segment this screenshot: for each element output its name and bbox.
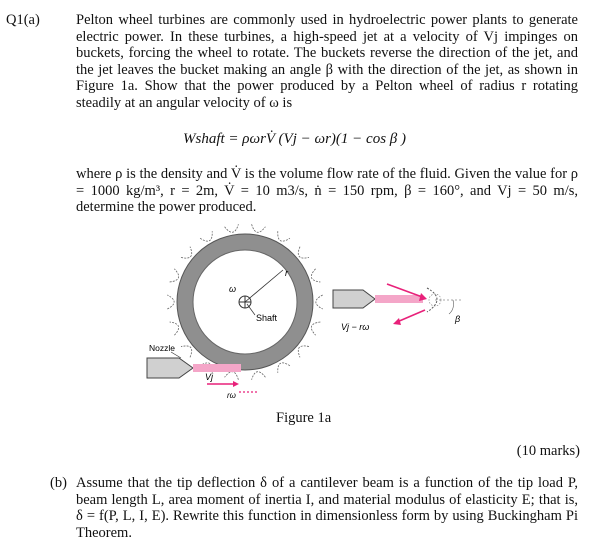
part-a-label: Q1(a) — [6, 12, 40, 28]
bucket — [252, 224, 266, 232]
marks-label: (10 marks) — [516, 443, 580, 459]
bucket — [181, 247, 192, 258]
bucket — [170, 269, 179, 282]
pelton-wheel-figure — [135, 212, 475, 412]
bucket — [252, 372, 266, 380]
vj-minus-romega-label: Vj − rω — [341, 322, 370, 332]
part-a-text: Pelton wheel turbines are commonly used in hydroelectric power plants to generate electric power. In these turbines, a high-speed jet at a velocity of Vj impinges on buckets, forcing the wheel to rotate. The buckets reverse the direction of the jet, and the jet leaves the bucket making an angle β with the direction of the jet, as shown in Figure 1a. Show that the power produced by a Pelton wheel of radius r rotating steadily at an angular velocity of ω is — [76, 12, 578, 111]
bucket — [225, 372, 239, 380]
bucket — [225, 224, 239, 232]
bucket — [170, 322, 179, 335]
nozzle — [147, 358, 193, 378]
figure-caption: Figure 1a — [276, 410, 332, 426]
bucket — [200, 231, 212, 241]
given-values-text: where ρ is the density and V̇ is the volume flow rate of the fluid. Given the value for ρ = 1000 kg/m³, r = 2m, V̇ = 10 m3/s, ṅ = 150 rpm, β = 160°, and Vj = 50 m/s, determine the power produced. — [76, 166, 578, 216]
nozzle-label: Nozzle — [149, 343, 175, 353]
radius-label: r — [285, 268, 288, 278]
part-b-text: Assume that the tip deflection δ of a cantilever beam is a function of the tip load P, beam length L, area moment of inertia I, and material modulus of elasticity E; that is, δ = f(P, L, I, E). Rewrite this function in dimensionless form by using Buckingham Pi Theorem. — [76, 475, 578, 541]
detail-jet — [375, 295, 423, 303]
bucket — [311, 269, 320, 282]
bucket — [316, 295, 323, 309]
shaft-label: Shaft — [256, 313, 278, 323]
bucket — [298, 346, 309, 357]
power-equation: Wshaft = ρωrV̇ (Vj − ωr)(1 − cos β ) — [183, 131, 407, 147]
beta-label: β — [455, 314, 461, 324]
part-b-label: (b) — [50, 475, 67, 491]
bucket — [278, 363, 290, 373]
bucket — [298, 247, 309, 258]
bucket — [278, 231, 290, 241]
water-jet — [193, 364, 241, 372]
bucket — [167, 295, 174, 309]
vj-label: Vj — [205, 372, 214, 382]
detail-nozzle — [333, 290, 375, 308]
omega-label: ω — [229, 284, 237, 294]
outgoing-arrow — [397, 310, 425, 322]
bucket — [311, 322, 320, 335]
romega-label: rω — [227, 391, 236, 400]
bucket — [181, 346, 192, 357]
